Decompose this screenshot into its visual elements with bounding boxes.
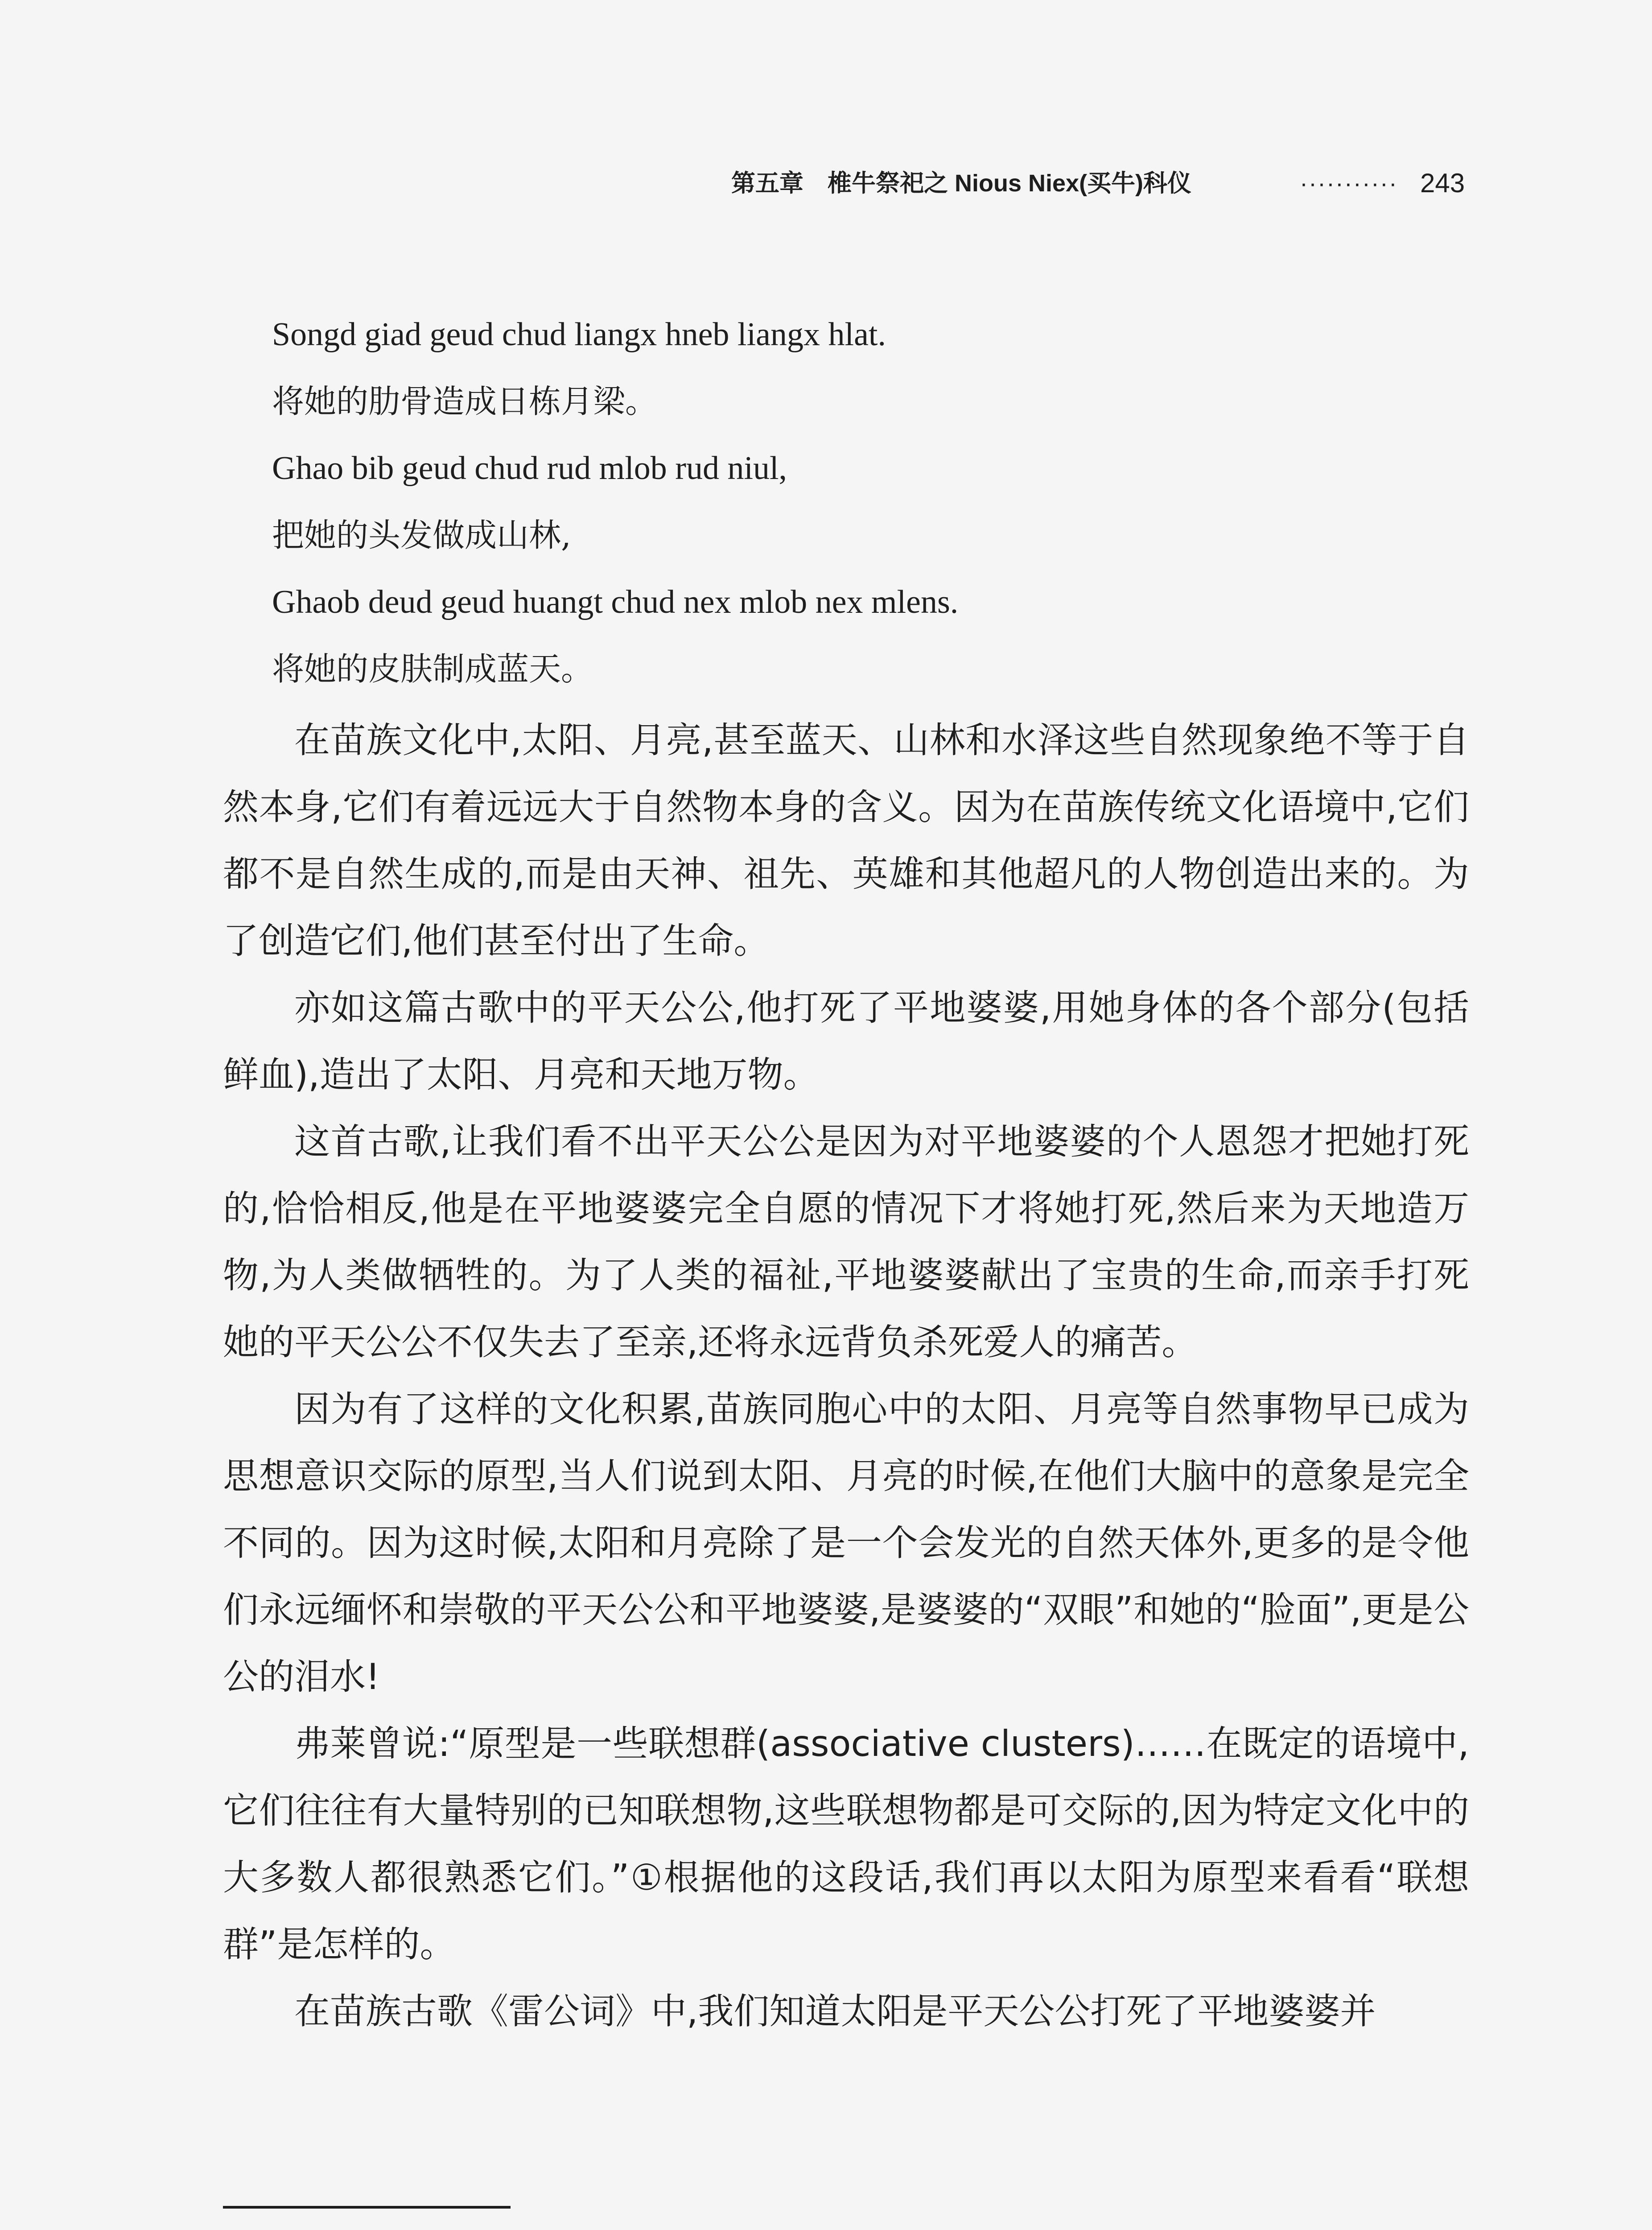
verse-line-chinese: 将她的皮肤制成蓝天。 <box>272 650 593 688</box>
paragraph: 弗莱曾说:“原型是一些联想群(associative clusters)……在既定的语境中,它们往往有大量特别的已知联想物,这些联想物都是可交际的,因为特定文化中的大多数人都很熟悉它们。”①根据他的这段话,我们再以太阳为原型来看看“联想群”是怎样的。 <box>223 1723 1469 1965</box>
verse-line-miao: Ghao bib geud chud rud mlob rud niul, <box>272 450 787 487</box>
paragraph: 在苗族文化中,太阳、月亮,甚至蓝天、山林和水泽这些自然现象绝不等于自然本身,它们有着远远大于自然物本身的含义。因为在苗族传统文化语境中,它们都不是自然生成的,而是由天神、祖先、英雄和其他超凡的人物创造出来的。为了创造它们,他们甚至付出了生命。 <box>223 719 1469 962</box>
chapter-title: 第五章 椎牛祭祀之 Nious Niex(买牛)科仪 <box>731 170 1192 197</box>
body-text <box>223 707 1469 2045</box>
verse-line-chinese: 将她的肋骨造成日栋月梁。 <box>272 383 658 420</box>
running-header <box>731 159 1471 208</box>
verse-line-chinese: 把她的头发做成山林, <box>272 516 571 554</box>
paragraph: 因为有了这样的文化积累,苗族同胞心中的太阳、月亮等自然事物早已成为思想意识交际的原型,当人们说到太阳、月亮的时候,在他们大脑中的意象是完全不同的。因为这时候,太阳和月亮除了是一个会发光的自然天体外,更多的是令他们永远缅怀和崇敬的平天公公和平地婆婆,是婆婆的“双眼”和她的“脸面”,更是公公的泪水! <box>223 1388 1469 1697</box>
paragraph: 亦如这篇古歌中的平天公公,他打死了平地婆婆,用她身体的各个部分(包括鲜血),造出了太阳、月亮和天地万物。 <box>223 987 1469 1095</box>
verse-line-miao: Ghaob deud geud huangt chud nex mlob nex mlens. <box>272 584 959 620</box>
page-number: 243 <box>1420 168 1465 198</box>
verse-line-miao: Songd giad geud chud liangx hneb liangx hlat. <box>272 316 886 353</box>
paragraph: 在苗族古歌《雷公词》中,我们知道太阳是平天公公打死了平地婆婆并 <box>294 1990 1376 2032</box>
paragraph: 这首古歌,让我们看不出平天公公是因为对平地婆婆的个人恩怨才把她打死的,恰恰相反,他是在平地婆婆完全自愿的情况下才将她打死,然后来为天地造万物,为人类做牺牲的。为了人类的福祉,平地婆婆献出了宝贵的生命,而亲手打死她的平天公公不仅失去了至亲,还将永远背负杀死爱人的痛苦。 <box>223 1121 1469 1363</box>
footnote-divider <box>223 2206 511 2209</box>
leader-dots: ··········· <box>1300 170 1398 197</box>
